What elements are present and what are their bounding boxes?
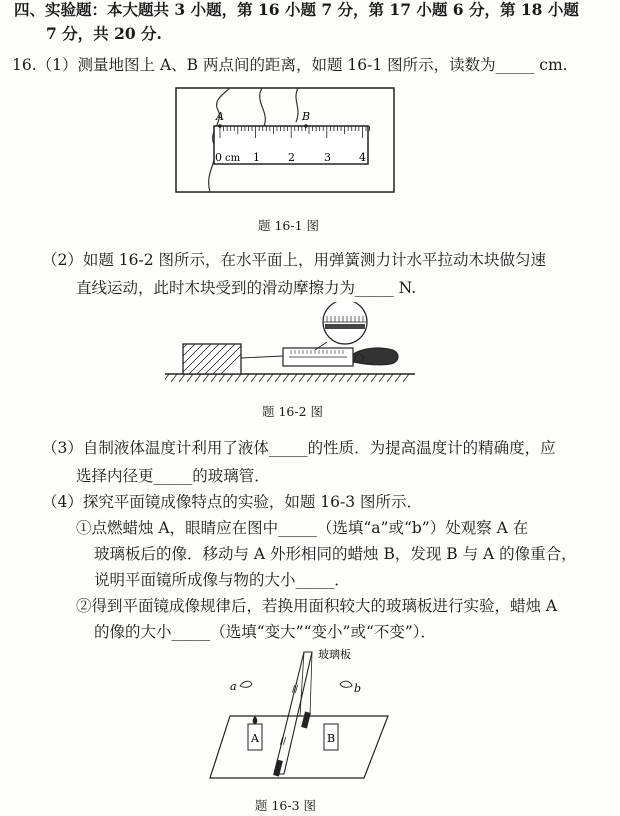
figure-16-3-caption: 题 16-3 图 (255, 798, 317, 813)
decor-line (379, 374, 385, 382)
decor-line (165, 374, 169, 382)
point-a-dot (218, 124, 222, 128)
decor-line (387, 374, 393, 382)
decor-line (403, 374, 409, 382)
decor-line (307, 374, 313, 382)
ruler-unit-label: cm (225, 153, 241, 164)
decor-line (299, 374, 305, 382)
decor-line (203, 374, 209, 382)
decor-line (267, 374, 273, 382)
ruler-tick-label-0: 0 (215, 151, 222, 164)
decor-line (251, 374, 257, 382)
point-b-label: B (302, 110, 311, 123)
decor-line (259, 374, 265, 382)
point-a-label: A (216, 110, 224, 123)
question-16-part3-line1: （3）自制液体温度计利用了液体_____的性质．为提高温度计的精确度，应 (42, 439, 556, 457)
spring-scale-figure (165, 302, 415, 392)
glass-plate-label: 玻璃板 (318, 648, 351, 661)
figure-16-1-caption: 题 16-1 图 (258, 218, 320, 233)
decor-line (235, 374, 241, 382)
figure-16-2-caption: 题 16-2 图 (262, 404, 324, 419)
question-16-part4-sub1-line2: 玻璃板后的像．移动与 A 外形相同的蜡烛 B，发现 B 与 A 的像重合， (94, 545, 577, 563)
question-16-part4-sub2-line1: ②得到平面镜成像规律后，若换用面积较大的玻璃板进行实验，蜡烛 A (76, 597, 558, 615)
ruler-map-figure (170, 82, 400, 200)
question-16-part1: 16.（1）测量地图上 A、B 两点间的距离，如题 16-1 图所示，读数为_____ cm. (12, 56, 568, 74)
decor-line (171, 374, 177, 382)
plane-mirror-figure (200, 646, 400, 792)
decor-line (227, 374, 233, 382)
decor-line (211, 374, 217, 382)
question-16-part2-line1: （2）如题 16-2 图所示，在水平面上，用弹簧测力计水平拉动木块做匀速 (42, 251, 547, 269)
decor-line (331, 374, 337, 382)
decor-line (179, 374, 185, 382)
decor-line (275, 374, 281, 382)
eye-b-label: b (354, 682, 362, 695)
candle-a-label: A (251, 732, 259, 745)
decor-line (323, 374, 329, 382)
decor-line (347, 374, 353, 382)
decor-line (243, 374, 249, 382)
ruler-tick-label-1: 1 (253, 151, 260, 164)
section-heading-line1: 四、实验题：本大题共 3 小题，第 16 小题 7 分，第 17 小题 6 分，第 18 小题 (14, 0, 579, 19)
decor-line (315, 374, 321, 382)
ruler-tick-label-2: 2 (288, 151, 295, 164)
question-16-part4-sub1-line1: ①点燃蜡烛 A，眼睛应在图中_____（选填“a”或“b”）处观察 A 在 (76, 519, 529, 537)
question-16-part2-line2: 直线运动，此时木块受到的滑动摩擦力为_____ N. (76, 279, 417, 297)
ruler-tick-label-3: 3 (324, 151, 331, 164)
svg-text://: // (292, 685, 299, 695)
section-heading-line2: 7 分，共 20 分. (46, 24, 162, 43)
eye-a-label: a (230, 680, 237, 693)
point-b-dot (304, 124, 308, 128)
ruler-tick-label-4: 4 (359, 151, 366, 164)
question-16-part4-intro: （4）探究平面镜成像特点的实验，如题 16-3 图所示． (42, 493, 423, 511)
decor-line (339, 374, 345, 382)
question-16-part4-sub1-line3: 说明平面镜所成像与物的大小_____． (94, 571, 350, 589)
decor-line (195, 374, 201, 382)
decor-line (395, 374, 401, 382)
decor-line (371, 374, 377, 382)
question-16-part3-line2: 选择内径更_____的玻璃管． (76, 467, 270, 485)
decor-line (291, 374, 297, 382)
question-16-part4-sub2-line2: 的像的大小_____（选填“变大”“变小”或“不变”）． (94, 623, 437, 641)
decor-line (363, 374, 369, 382)
decor-line (187, 374, 193, 382)
decor-line (283, 374, 289, 382)
decor-line (219, 374, 225, 382)
decor-line (355, 374, 361, 382)
svg-text://: // (280, 737, 287, 747)
candle-b-label: B (327, 732, 336, 745)
eye-b-icon (340, 681, 352, 687)
eye-a-icon (240, 681, 252, 687)
